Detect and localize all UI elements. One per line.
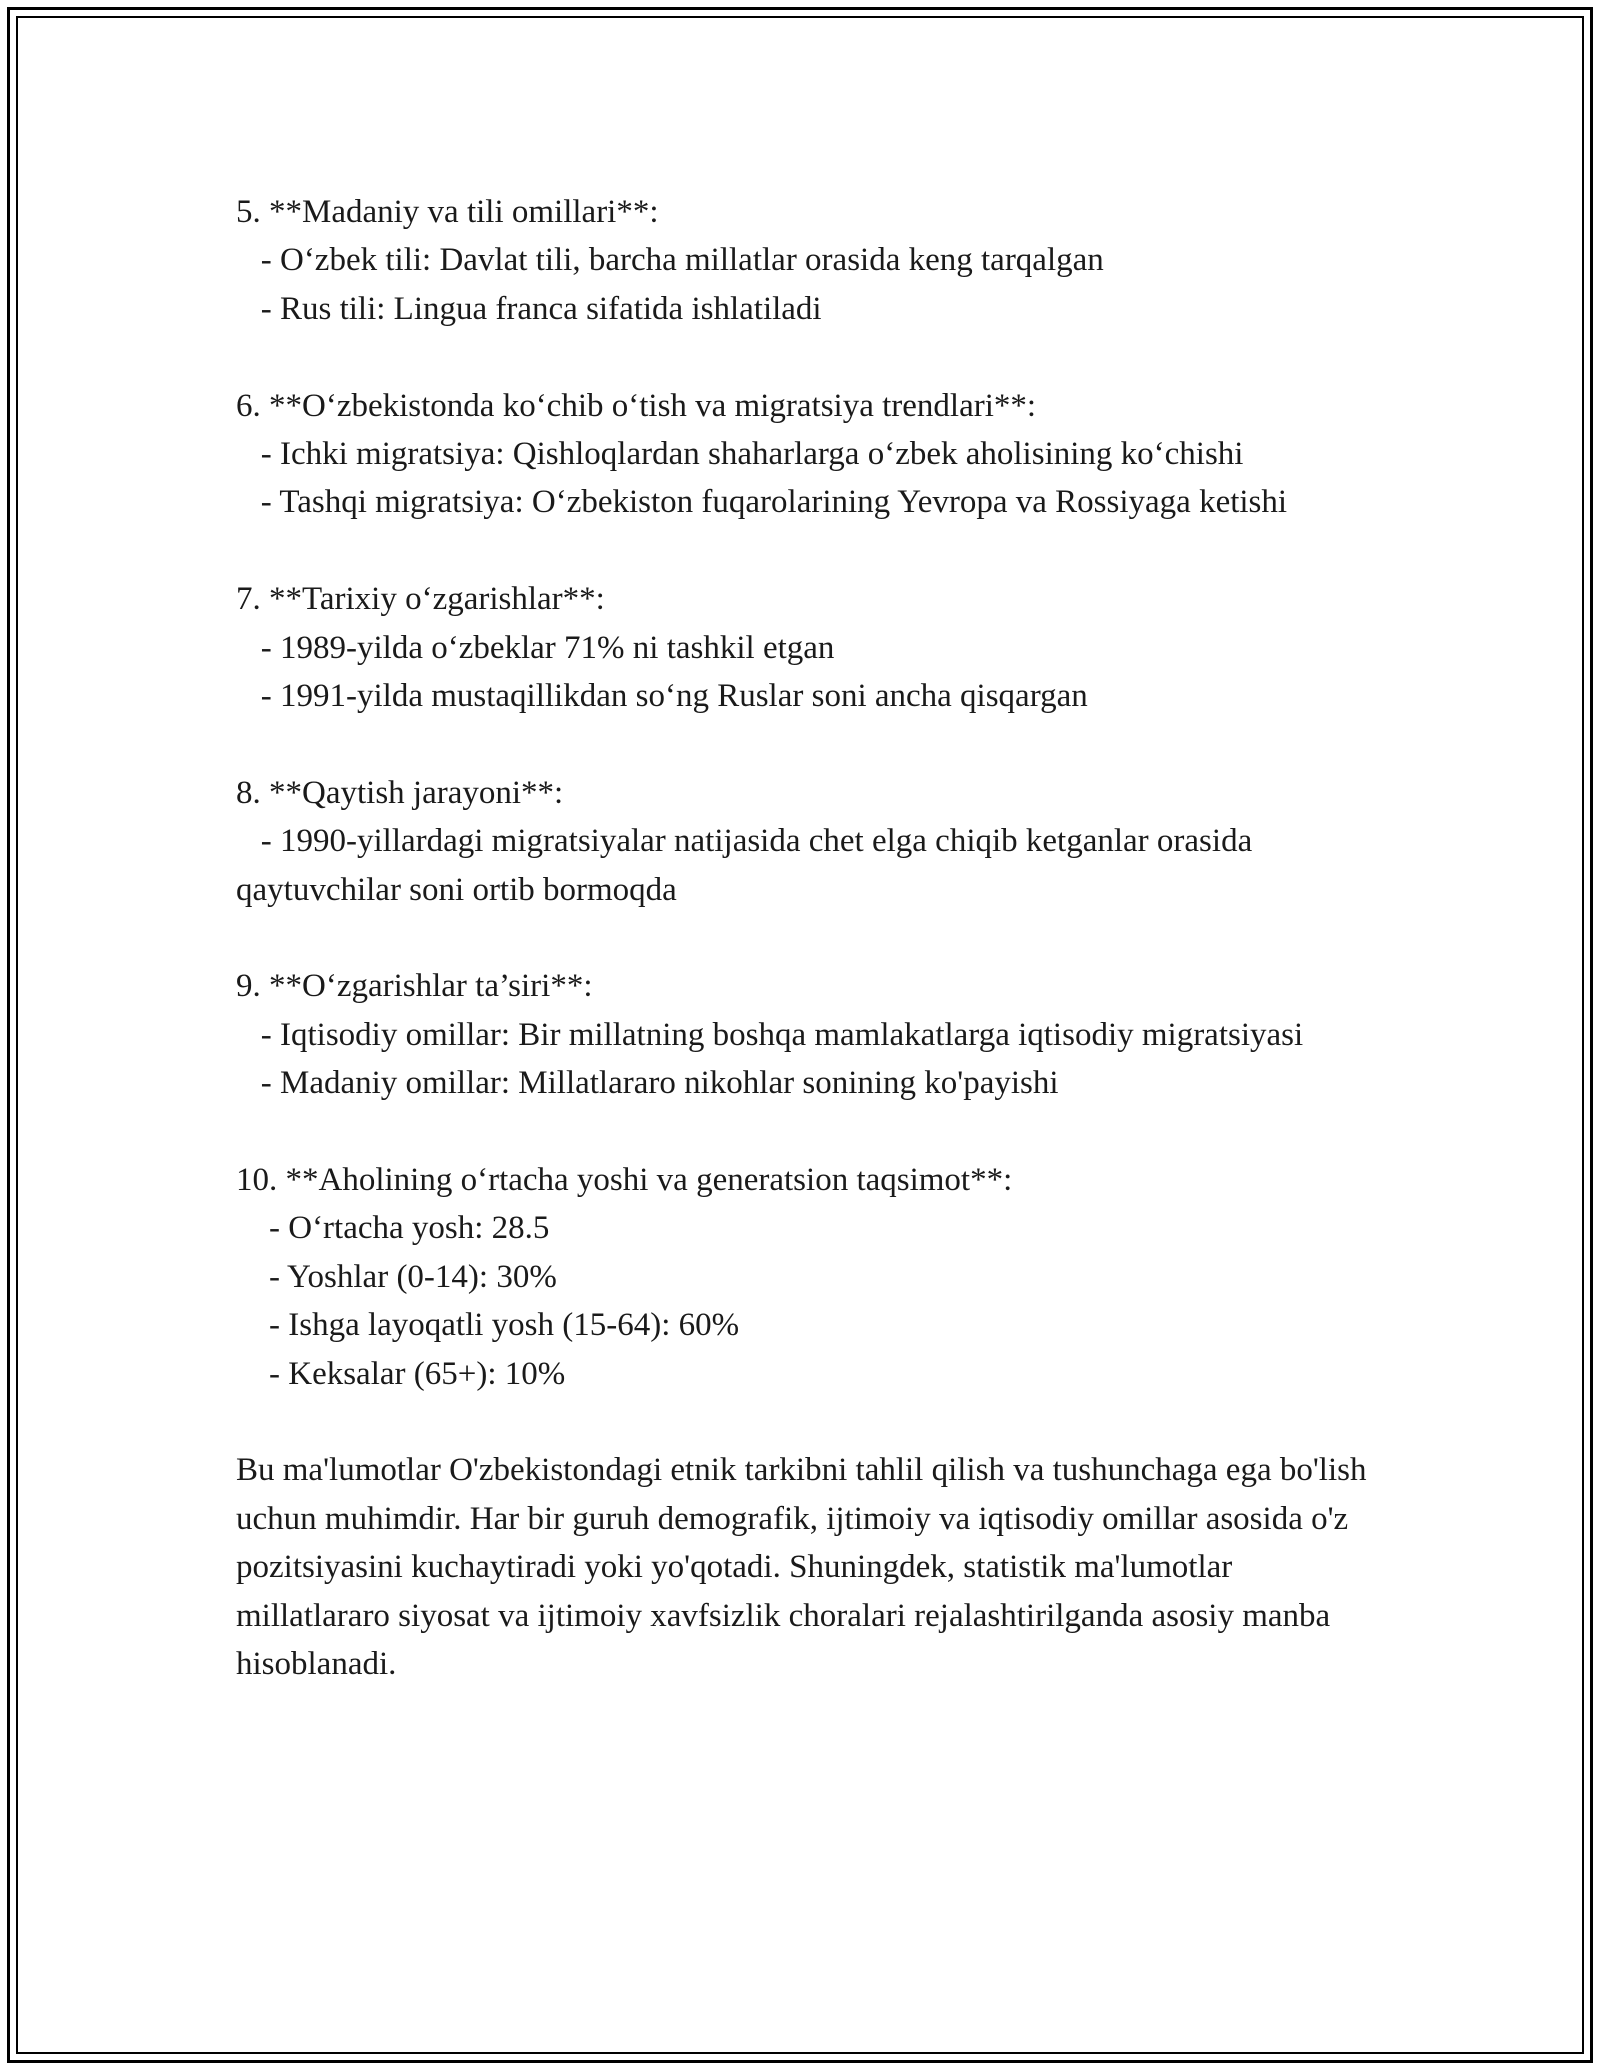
list-item: - Ichki migratsiya: Qishloqlardan shaharlarga o‘zbek aholisining ko‘chishi xyxy=(236,436,1244,473)
conclusion-paragraph: Bu ma'lumotlar O'zbekistondagi etnik tarkibni tahlil qilish va tushunchaga ega bo'lish uchun muhimdir. Har bir guruh demografik, ijtimoiy va iqtisodiy omillar asosida o'z pozitsiyasini kuchaytiradi yoki yo'qotadi. Shuningdek, statistik ma'lumotlar millatlararo siyosat va ijtimoiy xavfsizlik choralari rejalashtirilganda asosiy manba hisoblanadi. xyxy=(236,1452,1375,1683)
section-heading: 6. **O‘zbekistonda ko‘chib o‘tish va migratsiya trendlari**: xyxy=(236,387,1037,424)
list-item: - O‘rtacha yosh: 28.5 xyxy=(236,1210,550,1247)
section-9 xyxy=(236,962,1376,1107)
section-heading: 7. **Tarixiy o‘zgarishlar**: xyxy=(236,581,605,618)
list-item: - 1991-yilda mustaqillikdan so‘ng Ruslar soni ancha qisqargan xyxy=(236,678,1088,715)
list-item: - Rus tili: Lingua franca sifatida ishlatiladi xyxy=(236,290,822,327)
spacer xyxy=(236,527,1376,575)
list-item: - 1990-yillardagi migratsiyalar natijasida chet elga chiqib ketganlar orasida qaytuvchilar soni ortib bormoqda xyxy=(236,823,1261,908)
document-body xyxy=(236,188,1376,1689)
spacer xyxy=(236,333,1376,381)
section-heading: 8. **Qaytish jarayoni**: xyxy=(236,774,564,811)
spacer xyxy=(236,1398,1376,1446)
section-7 xyxy=(236,575,1376,720)
section-6 xyxy=(236,382,1376,527)
section-10 xyxy=(236,1156,1376,1398)
list-item: - Ishga layoqatli yosh (15-64): 60% xyxy=(236,1307,740,1344)
list-item: - Iqtisodiy omillar: Bir millatning boshqa mamlakatlarga iqtisodiy migratsiyasi xyxy=(236,1016,1304,1053)
list-item: - Keksalar (65+): 10% xyxy=(236,1355,566,1392)
spacer xyxy=(236,720,1376,768)
section-8 xyxy=(236,769,1376,914)
spacer xyxy=(236,1108,1376,1156)
section-5 xyxy=(236,188,1376,333)
section-heading: 10. **Aholining o‘rtacha yoshi va generatsion taqsimot**: xyxy=(236,1162,1013,1199)
list-item: - Yoshlar (0-14): 30% xyxy=(236,1258,557,1295)
list-item: - Madaniy omillar: Millatlararo nikohlar sonining ko'payishi xyxy=(236,1065,1059,1102)
section-heading: 9. **O‘zgarishlar ta’siri**: xyxy=(236,968,593,1005)
spacer xyxy=(236,914,1376,962)
list-item: - 1989-yilda o‘zbeklar 71% ni tashkil etgan xyxy=(236,629,835,666)
list-item: - Tashqi migratsiya: O‘zbekiston fuqarolarining Yevropa va Rossiyaga ketishi xyxy=(236,484,1288,521)
section-heading: 5. **Madaniy va tili omillari**: xyxy=(236,194,659,230)
list-item: - O‘zbek tili: Davlat tili, barcha millatlar orasida keng tarqalgan xyxy=(236,242,1104,279)
